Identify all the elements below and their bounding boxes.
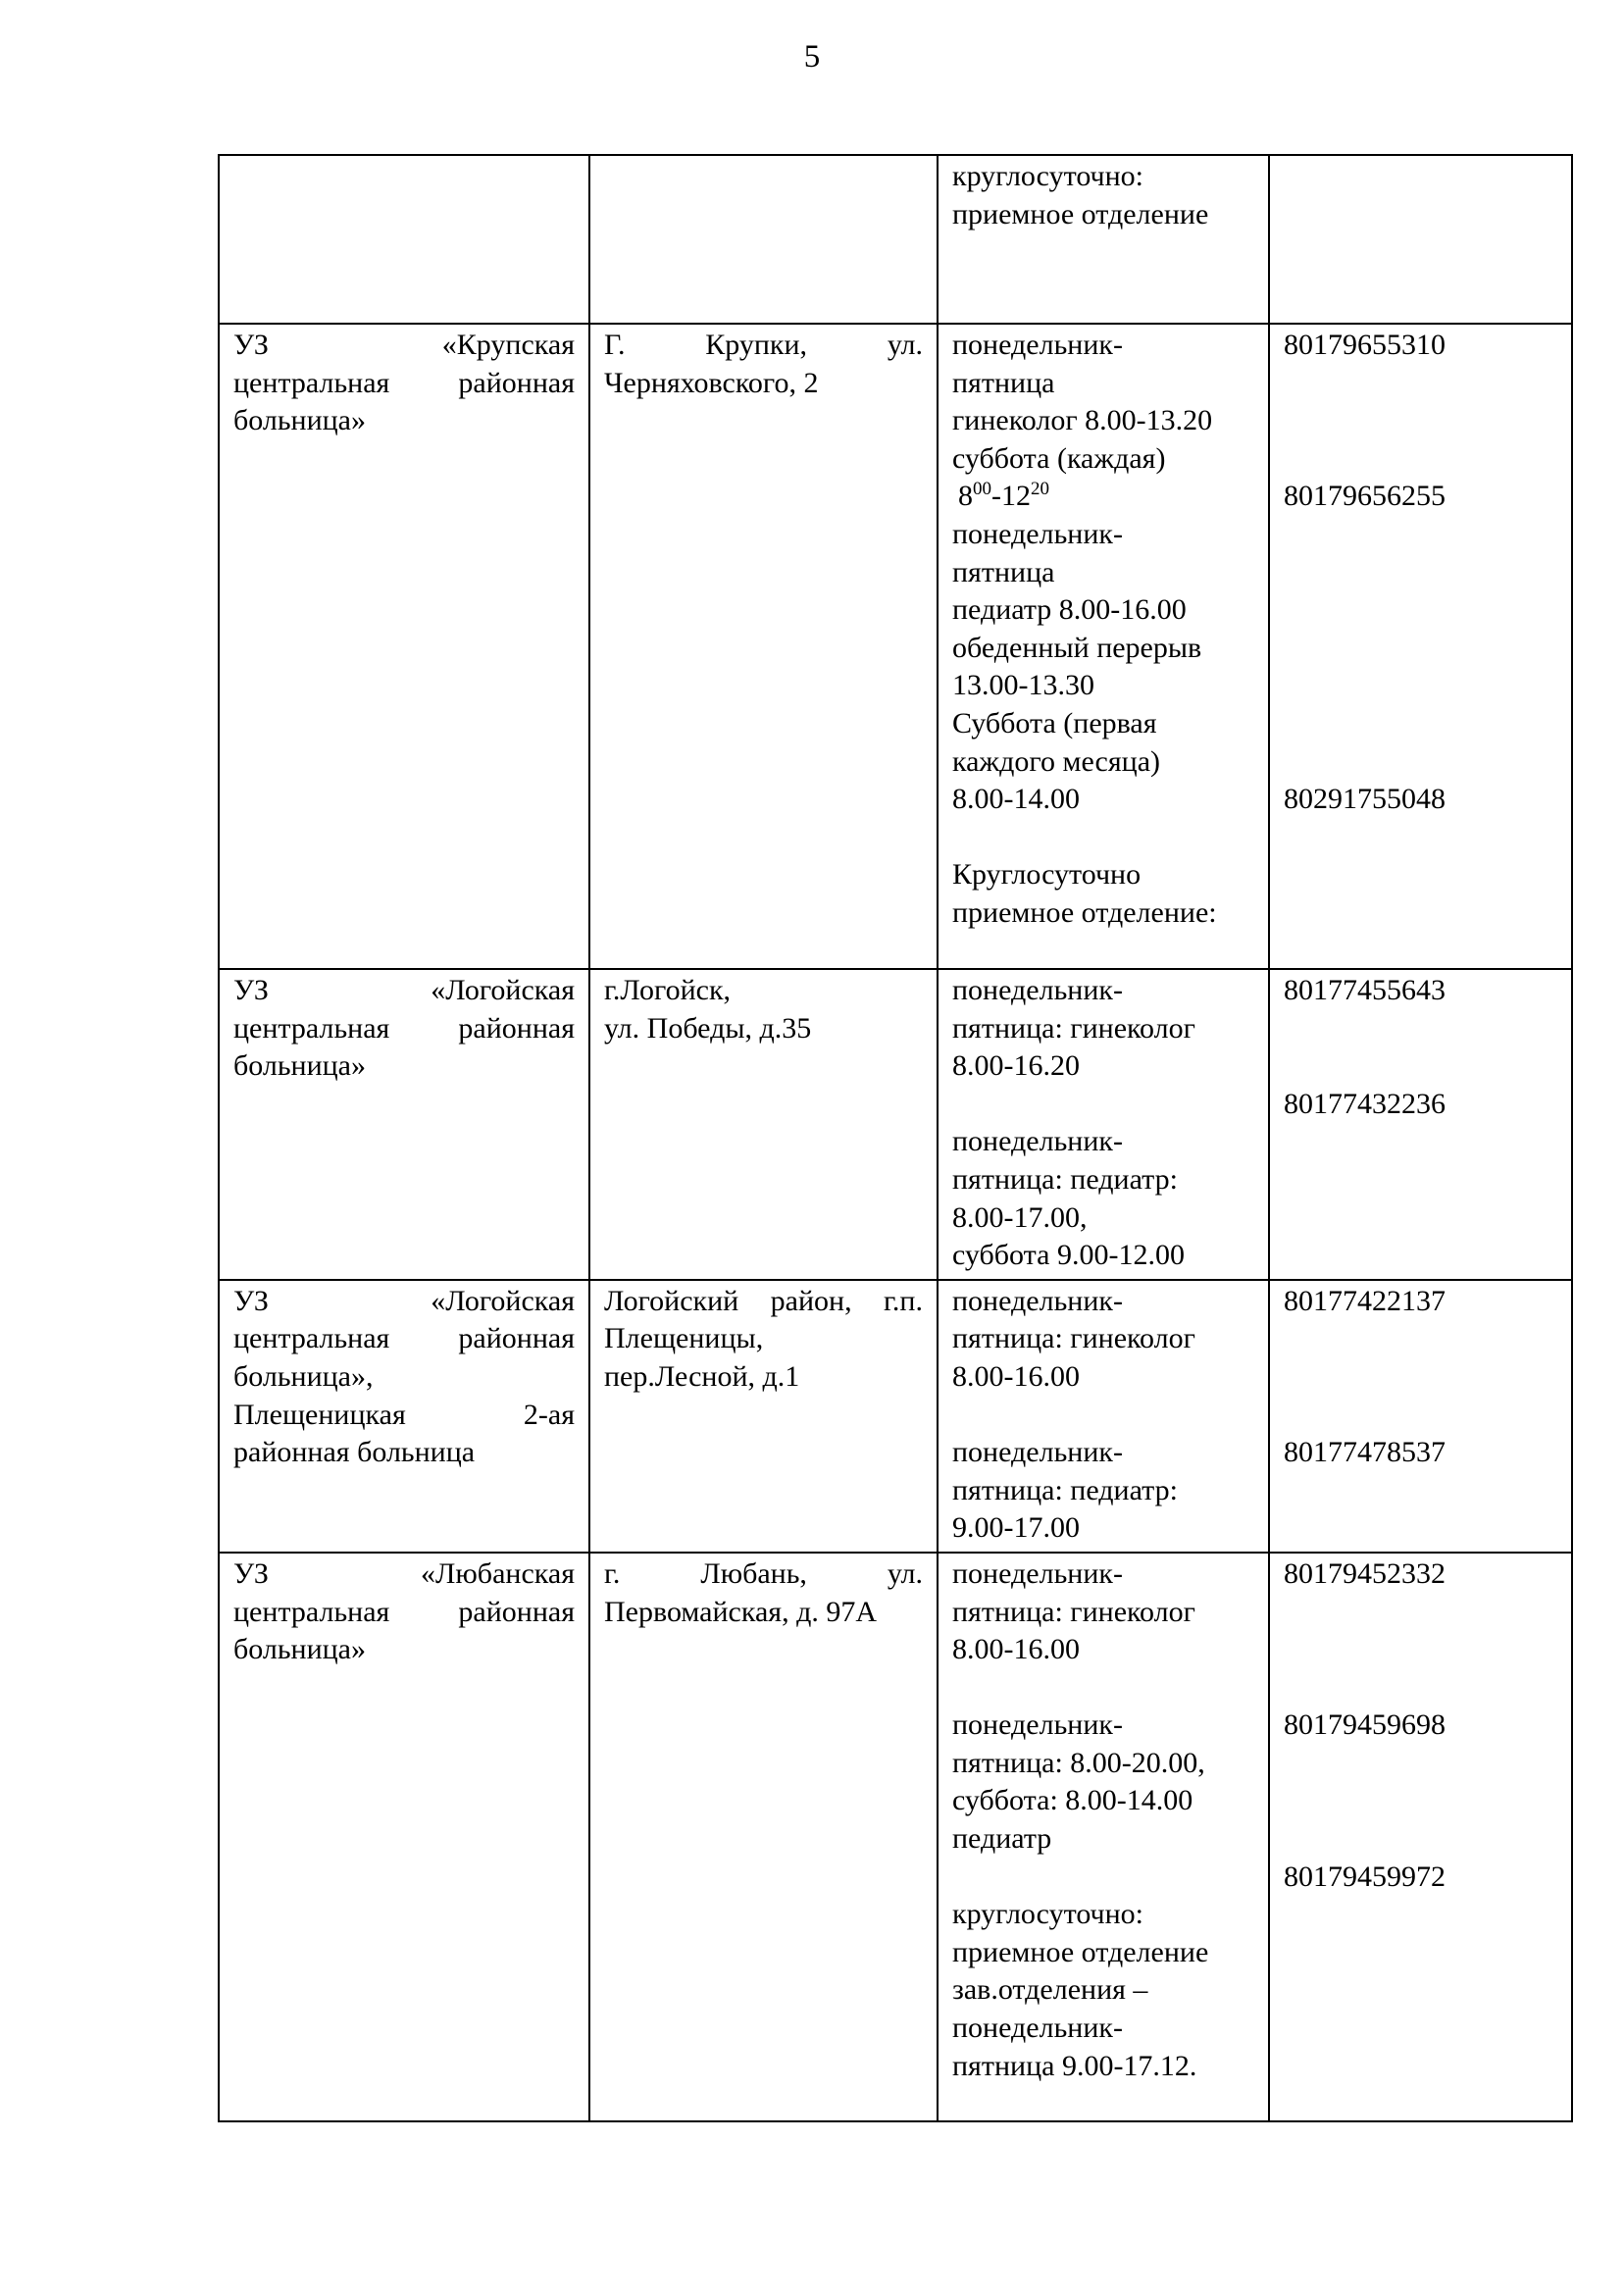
working-hours-cell — [938, 1553, 1269, 2121]
address-line: Г. Крупки, ул. — [604, 329, 923, 361]
hours-line: понедельник- — [952, 1436, 1123, 1469]
phone-cell — [1269, 155, 1572, 324]
hours-line: 8.00-17.00, — [952, 1200, 1088, 1234]
blank-line — [1284, 591, 1557, 630]
phone-number: 80177422137 — [1284, 1284, 1446, 1317]
address-cell — [589, 324, 938, 969]
facility-name-line: УЗ «Логойская — [233, 974, 575, 1006]
hours-line: педиатр — [952, 1822, 1052, 1856]
page-number: 5 — [803, 39, 821, 75]
blank-line — [1284, 440, 1557, 479]
blank-line — [952, 1859, 1254, 1897]
hours-line: понедельник- — [952, 329, 1123, 361]
hours-line: пятница: педиатр: — [952, 1473, 1178, 1506]
facility-name-cell — [219, 1280, 589, 1553]
address-line: Логойский район, г.п. — [604, 1284, 923, 1317]
address-line: Плещеницы, — [604, 1322, 764, 1355]
table-row — [219, 1553, 1572, 2121]
blank-line — [1284, 743, 1557, 782]
address-cell — [589, 1280, 938, 1553]
facility-name-line: больница» — [233, 1633, 366, 1666]
hours-line: Суббота (первая — [952, 706, 1157, 739]
phone-number: 80291755048 — [1284, 783, 1446, 816]
hours-line: 8.00-16.00 — [952, 1633, 1080, 1666]
blank-line — [1284, 1745, 1557, 1783]
working-hours-cell — [938, 1280, 1269, 1553]
phone-number: 80177432236 — [1284, 1087, 1446, 1120]
table-row — [219, 324, 1572, 969]
phone-number: 80179459698 — [1284, 1708, 1446, 1742]
facility-name-line: центральная районная — [233, 1322, 575, 1355]
blank-line — [1284, 1782, 1557, 1820]
hours-line: круглосуточно: — [952, 160, 1144, 192]
blank-line — [1284, 667, 1557, 705]
facility-name-line: центральная районная — [233, 1011, 575, 1045]
facility-name-line: центральная районная — [233, 366, 575, 399]
hours-line: обеденный перерыв — [952, 631, 1202, 664]
hours-line: понедельник- — [952, 1125, 1123, 1158]
facility-name-line: Плещеницкая 2-ая — [233, 1398, 575, 1431]
facility-name-line: УЗ «Логойская — [233, 1284, 575, 1317]
time-hours: 8 — [958, 480, 973, 513]
table-row — [219, 1280, 1572, 1553]
hours-line: понедельник- — [952, 1556, 1123, 1590]
blank-line — [1284, 402, 1557, 440]
blank-line — [952, 1397, 1254, 1435]
phone-number: 80179452332 — [1284, 1556, 1446, 1590]
hours-line: педиатр 8.00-16.00 — [952, 593, 1187, 627]
blank-line — [1284, 705, 1557, 743]
blank-line — [1284, 1594, 1557, 1632]
hours-line: понедельник- — [952, 1284, 1123, 1317]
phone-number: 80177455643 — [1284, 974, 1446, 1006]
facility-name-line: центральная районная — [233, 1595, 575, 1628]
hours-line: круглосуточно: — [952, 1898, 1144, 1931]
hours-line: пятница 9.00-17.12. — [952, 2049, 1197, 2082]
blank-line — [1284, 1358, 1557, 1397]
facility-name-cell — [219, 155, 589, 324]
facility-name-line: больница» — [233, 1049, 366, 1083]
hours-line: 9.00-17.00 — [952, 1511, 1080, 1545]
address-cell — [589, 155, 938, 324]
facility-name-line: больница», — [233, 1359, 374, 1393]
phone-cell — [1269, 1280, 1572, 1553]
hours-line: пятница: гинеколог — [952, 1595, 1195, 1628]
facility-name-line: УЗ «Любанская — [233, 1556, 575, 1590]
hours-line: приемное отделение — [952, 197, 1209, 230]
hours-line: понедельник- — [952, 1708, 1123, 1742]
table-row — [219, 969, 1572, 1280]
facility-name-line: больница» — [233, 404, 366, 437]
time-hours: -12 — [991, 480, 1031, 513]
hours-line: 13.00-13.30 — [952, 669, 1094, 702]
blank-line — [1284, 1320, 1557, 1358]
facilities-table-body — [219, 155, 1572, 2121]
hours-line: суббота: 8.00-14.00 — [952, 1784, 1193, 1817]
hours-line: понедельник- — [952, 974, 1123, 1006]
facilities-table — [218, 154, 1573, 2122]
hours-line: пятница: гинеколог — [952, 1322, 1195, 1355]
blank-line — [1284, 1010, 1557, 1048]
phone-cell — [1269, 324, 1572, 969]
blank-line — [1284, 554, 1557, 592]
address-line: пер.Лесной, д.1 — [604, 1359, 800, 1393]
hours-line: понедельник- — [952, 517, 1123, 550]
address-cell — [589, 969, 938, 1280]
hours-line: суббота (каждая) — [952, 441, 1166, 475]
hours-line: приемное отделение — [952, 1935, 1209, 1968]
blank-line — [1284, 365, 1557, 403]
phone-number: 80179459972 — [1284, 1860, 1446, 1893]
blank-line — [1284, 1669, 1557, 1708]
address-line: г.Логойск, — [604, 974, 732, 1006]
phone-number: 80177478537 — [1284, 1436, 1446, 1469]
address-line: Первомайская, д. 97А — [604, 1595, 877, 1628]
hours-line: 8.00-16.00 — [952, 1359, 1080, 1393]
address-line: ул. Победы, д.35 — [604, 1011, 812, 1045]
blank-line — [952, 1086, 1254, 1124]
hours-line: 8.00-14.00 — [952, 783, 1080, 816]
hours-line: приемное отделение: — [952, 895, 1217, 929]
hours-line: Круглосуточно — [952, 858, 1142, 892]
blank-line — [1284, 516, 1557, 554]
phone-number: 80179656255 — [1284, 480, 1446, 513]
blank-line — [952, 1669, 1254, 1708]
time-range-superscript — [952, 478, 1254, 516]
hours-line: пятница — [952, 555, 1055, 588]
working-hours-cell — [938, 324, 1269, 969]
hours-line: пятница — [952, 366, 1055, 399]
phone-number: 80179655310 — [1284, 329, 1446, 361]
superscript-minutes: 00 — [973, 479, 991, 500]
blank-line — [1284, 1047, 1557, 1086]
facility-name-cell — [219, 324, 589, 969]
facility-name-line: УЗ «Крупская — [233, 329, 575, 361]
hours-line: каждого месяца) — [952, 744, 1161, 778]
hours-line: гинеколог 8.00-13.20 — [952, 404, 1213, 437]
blank-line — [1284, 1631, 1557, 1669]
working-hours-cell — [938, 969, 1269, 1280]
phone-cell — [1269, 1553, 1572, 2121]
address-cell — [589, 1553, 938, 2121]
address-line: Черняховского, 2 — [604, 366, 819, 399]
hours-line: суббота 9.00-12.00 — [952, 1239, 1185, 1272]
hours-line: пятница: гинеколог — [952, 1011, 1195, 1045]
working-hours-cell — [938, 155, 1269, 324]
phone-cell — [1269, 969, 1572, 1280]
blank-line — [1284, 1820, 1557, 1859]
blank-line — [1284, 630, 1557, 668]
blank-line — [1284, 1397, 1557, 1435]
hours-line: 8.00-16.20 — [952, 1049, 1080, 1083]
address-line: г. Любань, ул. — [604, 1556, 923, 1590]
superscript-minutes: 20 — [1031, 479, 1049, 500]
hours-line: зав.отделения – — [952, 1973, 1148, 2007]
facility-name-line: районная больница — [233, 1436, 476, 1469]
hours-line: пятница: педиатр: — [952, 1162, 1178, 1196]
hours-line: понедельник- — [952, 2012, 1123, 2045]
blank-line — [952, 819, 1254, 857]
hours-line: пятница: 8.00-20.00, — [952, 1746, 1205, 1779]
table-row — [219, 155, 1572, 324]
facility-name-cell — [219, 969, 589, 1280]
facility-name-cell — [219, 1553, 589, 2121]
